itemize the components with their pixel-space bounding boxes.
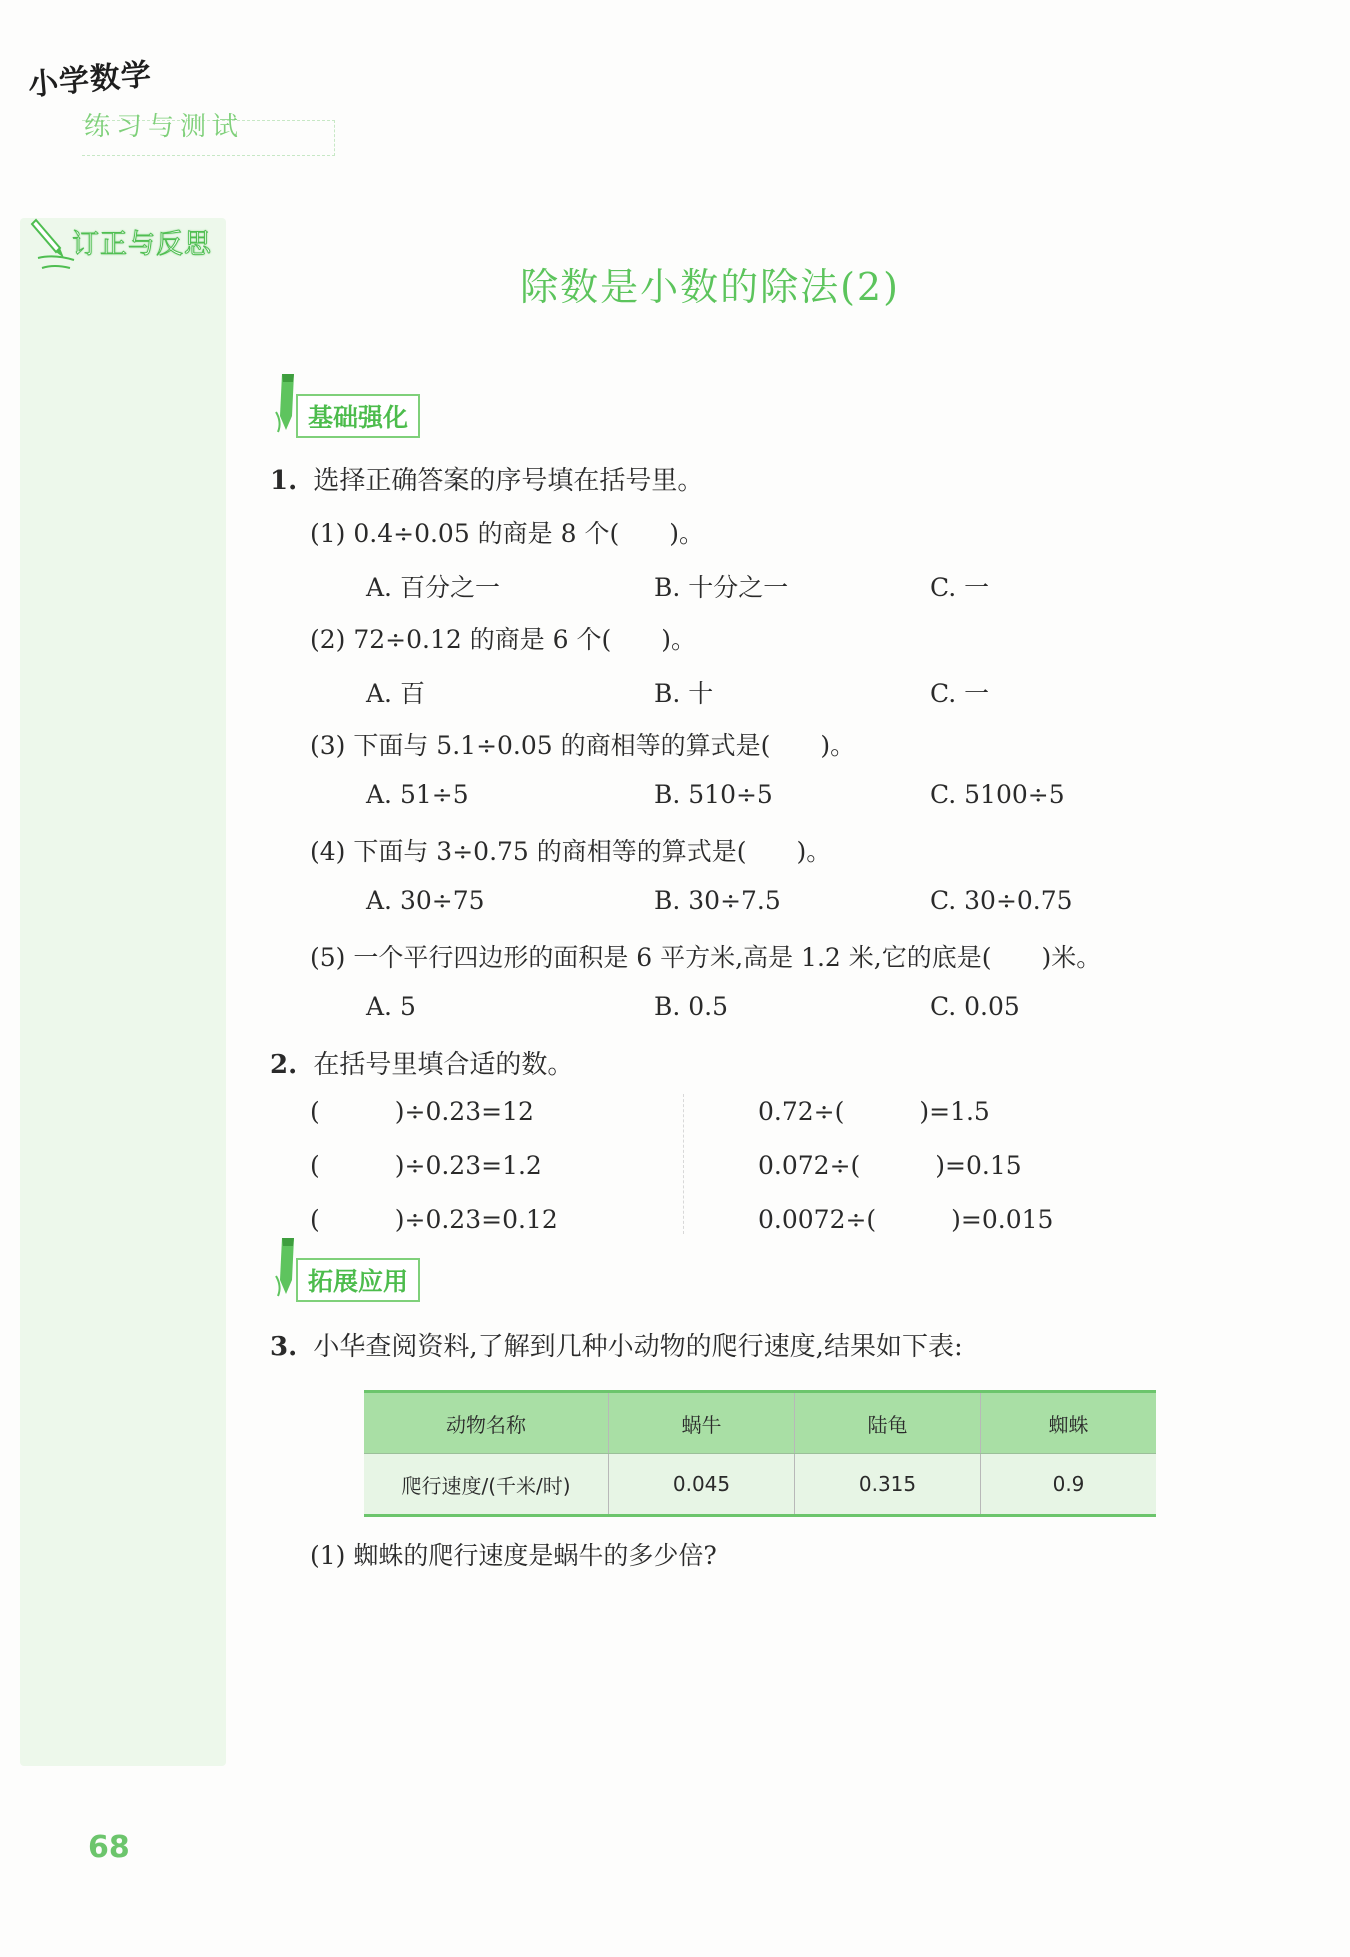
table-cell: 0.9	[981, 1454, 1157, 1515]
book-subtitle: 练习与测试	[84, 112, 245, 142]
q1-item-4-stem: (4) 下面与 3÷0.75 的商相等的算式是( )。	[310, 837, 832, 866]
q1-item-3-option-b: B. 510÷5	[654, 780, 773, 809]
book-brand: 小学数学	[26, 57, 154, 103]
q1-item-2-stem: (2) 72÷0.12 的商是 6 个( )。	[310, 625, 697, 654]
table-cell: 0.045	[609, 1454, 795, 1515]
table-header-cell: 动物名称	[364, 1393, 609, 1454]
q2-right-2: 0.072÷( )=0.15	[758, 1151, 1022, 1180]
q1-item-5-option-a: A. 5	[366, 992, 416, 1021]
table-header-cell: 蜗牛	[609, 1393, 795, 1454]
question-text: 小华查阅资料,了解到几种小动物的爬行速度,结果如下表:	[313, 1332, 963, 1362]
page-number: 68	[88, 1830, 130, 1865]
q1-item-1-option-c: C. 一	[930, 573, 990, 602]
table-header-cell: 陆龟	[795, 1393, 981, 1454]
speed-table	[364, 1393, 1156, 1514]
speed-table-frame	[364, 1390, 1156, 1517]
q2-left-1: ( )÷0.23=12	[310, 1097, 534, 1126]
table-cell: 爬行速度/(千米/时)	[364, 1454, 609, 1515]
q1-item-1-stem: (1) 0.4÷0.05 的商是 8 个( )。	[310, 519, 704, 548]
question-1	[270, 460, 703, 497]
q2-right-3: 0.0072÷( )=0.015	[758, 1205, 1054, 1234]
q1-item-5-stem: (5) 一个平行四边形的面积是 6 平方米,高是 1.2 米,它的底是( )米。	[310, 943, 1102, 972]
q1-item-3-option-c: C. 5100÷5	[930, 780, 1065, 809]
question-number: 2.	[270, 1050, 298, 1080]
column-divider	[683, 1094, 684, 1234]
q2-right-1: 0.72÷( )=1.5	[758, 1097, 990, 1126]
q3-sub-1: (1) 蜘蛛的爬行速度是蜗牛的多少倍?	[310, 1541, 717, 1570]
q1-item-2-option-c: C. 一	[930, 679, 990, 708]
page-title: 除数是小数的除法(2)	[520, 265, 900, 309]
q1-item-4-option-a: A. 30÷75	[366, 886, 485, 915]
q1-item-1-option-a: A. 百分之一	[366, 573, 500, 602]
q1-item-5-option-c: C. 0.05	[930, 992, 1020, 1021]
q2-left-3: ( )÷0.23=0.12	[310, 1205, 558, 1234]
q1-item-1-option-b: B. 十分之一	[654, 573, 789, 602]
q1-item-2-option-a: A. 百	[366, 679, 425, 708]
q1-item-5-option-b: B. 0.5	[654, 992, 729, 1021]
section-extension-label: 拓展应用	[296, 1258, 420, 1302]
question-number: 3.	[270, 1332, 298, 1362]
sidebar-label: 订正与反思	[72, 229, 212, 260]
q1-item-2-option-b: B. 十	[654, 679, 714, 708]
question-text: 选择正确答案的序号填在括号里。	[313, 466, 704, 496]
table-cell: 0.315	[795, 1454, 981, 1515]
q1-item-3-option-a: A. 51÷5	[366, 780, 469, 809]
section-basic-label: 基础强化	[296, 394, 420, 438]
table-header-row	[364, 1393, 1156, 1454]
question-text: 在括号里填合适的数。	[313, 1050, 574, 1080]
correction-sidebar	[20, 218, 226, 1766]
question-number: 1.	[270, 466, 298, 496]
question-3	[270, 1326, 963, 1363]
table-header-cell: 蜘蛛	[981, 1393, 1157, 1454]
table-row	[364, 1454, 1156, 1515]
q1-item-4-option-b: B. 30÷7.5	[654, 886, 781, 915]
q1-item-4-option-c: C. 30÷0.75	[930, 886, 1073, 915]
q1-item-3-stem: (3) 下面与 5.1÷0.05 的商相等的算式是( )。	[310, 731, 856, 760]
q2-left-2: ( )÷0.23=1.2	[310, 1151, 542, 1180]
question-2	[270, 1044, 573, 1081]
